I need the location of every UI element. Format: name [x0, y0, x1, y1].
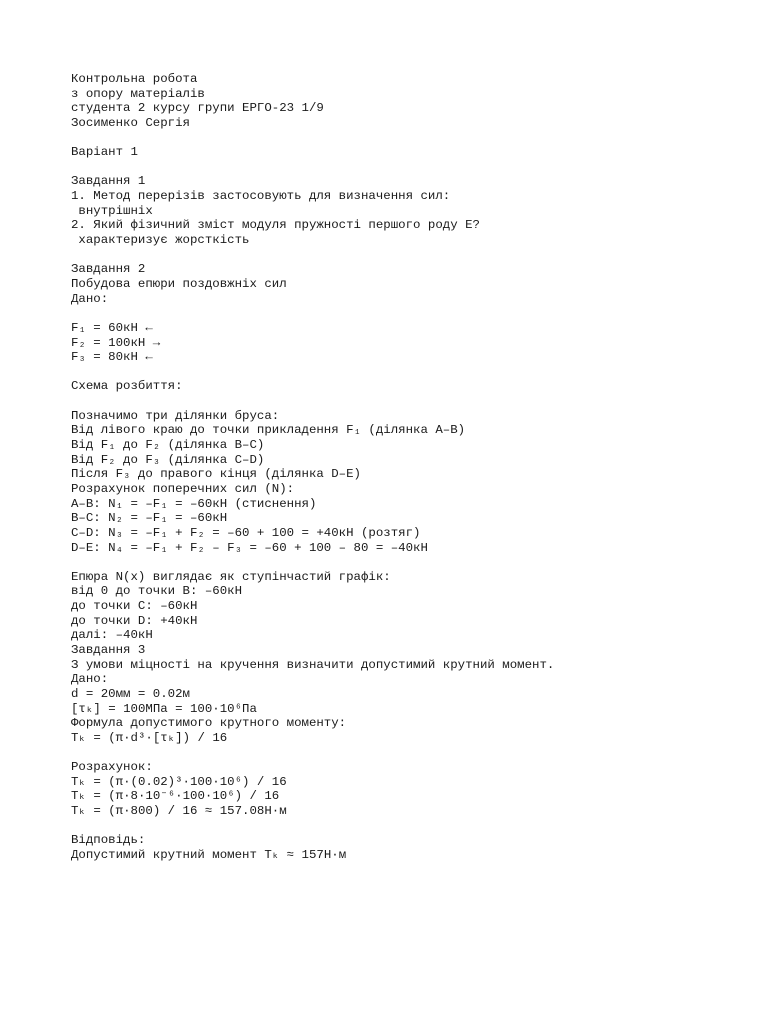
task3-heading: Завдання 3	[71, 642, 146, 657]
diagram-line: до точки D: +40кН	[71, 613, 198, 628]
student-info: студента 2 курсу групи ЕРГО-23 1/9	[71, 101, 324, 116]
section-line: C–D: N₃ = –F₁ + F₂ = –60 + 100 = +40кН (розтяг)	[71, 525, 421, 540]
diagram-line: до точки C: –60кН	[71, 599, 198, 614]
answer-heading: Відповідь:	[71, 833, 146, 848]
spacer	[71, 819, 751, 834]
spacer	[71, 394, 751, 409]
section-line: A–B: N₁ = –F₁ = –60кН (стиснення)	[71, 496, 317, 511]
section-line: D–E: N₄ = –F₁ + F₂ – F₃ = –60 + 100 – 80 = –40кН	[71, 540, 428, 555]
task1-question-1: 1. Метод перерізів застосовують для визначення сил:	[71, 189, 451, 204]
document-page	[71, 72, 751, 863]
task1-answer-1: внутрішніх	[71, 203, 153, 218]
task3-statement: З умови міцності на кручення визначити допустимий крутний момент.	[71, 657, 555, 672]
calc-line: Tₖ = (π·8·10⁻⁶·100·10⁶) / 16	[71, 789, 280, 804]
calc-heading: Розрахунок:	[71, 760, 153, 775]
answer-line: Допустимий крутний момент Tₖ ≈ 157Н·м	[71, 847, 347, 862]
task2-subtitle: Побудова епюри поздовжніх сил	[71, 276, 287, 291]
document-title: Контрольна робота	[71, 72, 198, 86]
task3-data-line: [τₖ] = 100МПа = 100·10⁶Па	[71, 701, 257, 716]
section-line: Після F₃ до правого кінця (ділянка D–E)	[71, 467, 361, 482]
diagram-line: далі: –40кН	[71, 628, 153, 643]
force-line: F₂ = 100кН →	[71, 335, 161, 350]
calc-line: Tₖ = (π·(0.02)³·100·10⁶) / 16	[71, 774, 287, 789]
diagram-line: від 0 до точки B: –60кН	[71, 584, 243, 599]
task1-question-2: 2. Який фізичний зміст модуля пружності першого роду E?	[71, 218, 480, 233]
task3-data-line: Формула допустимого крутного моменту:	[71, 716, 347, 731]
calc-line: Tₖ = (π·800) / 16 ≈ 157.08Н·м	[71, 804, 287, 819]
section-line: Від F₁ до F₂ (ділянка B–C)	[71, 438, 265, 453]
diagram-line: Епюра N(x) виглядає як ступінчастий графік:	[71, 569, 391, 584]
task3-data-line: d = 20мм = 0.02м	[71, 686, 190, 701]
force-line: F₃ = 80кН ←	[71, 350, 153, 365]
section-line: B–C: N₂ = –F₁ = –60кН	[71, 511, 228, 526]
scheme-label: Схема розбиття:	[71, 379, 183, 394]
task1-answer-2: характеризує жорсткість	[71, 233, 250, 248]
spacer	[71, 745, 751, 760]
spacer	[71, 248, 751, 263]
spacer	[71, 131, 751, 146]
section-line: Від лівого краю до точки прикладення F₁ (ділянка A–B)	[71, 423, 466, 438]
variant-label: Варіант 1	[71, 145, 138, 160]
spacer	[71, 160, 751, 175]
section-line: Позначимо три ділянки бруса:	[71, 408, 280, 423]
document-subject: з опору матеріалів	[71, 86, 205, 101]
section-line: Від F₂ до F₃ (ділянка C–D)	[71, 452, 265, 467]
spacer	[71, 365, 751, 380]
force-line: F₁ = 60кН ←	[71, 320, 153, 335]
student-name: Зосименко Сергія	[71, 115, 190, 130]
task2-given-label: Дано:	[71, 291, 109, 306]
task3-given-label: Дано:	[71, 672, 109, 687]
task3-data-line: Tₖ = (π·d³·[τₖ]) / 16	[71, 730, 228, 745]
spacer	[71, 306, 751, 321]
section-line: Розрахунок поперечних сил (N):	[71, 481, 295, 496]
task1-heading: Завдання 1	[71, 174, 146, 189]
task2-heading: Завдання 2	[71, 262, 146, 277]
spacer	[71, 555, 751, 570]
